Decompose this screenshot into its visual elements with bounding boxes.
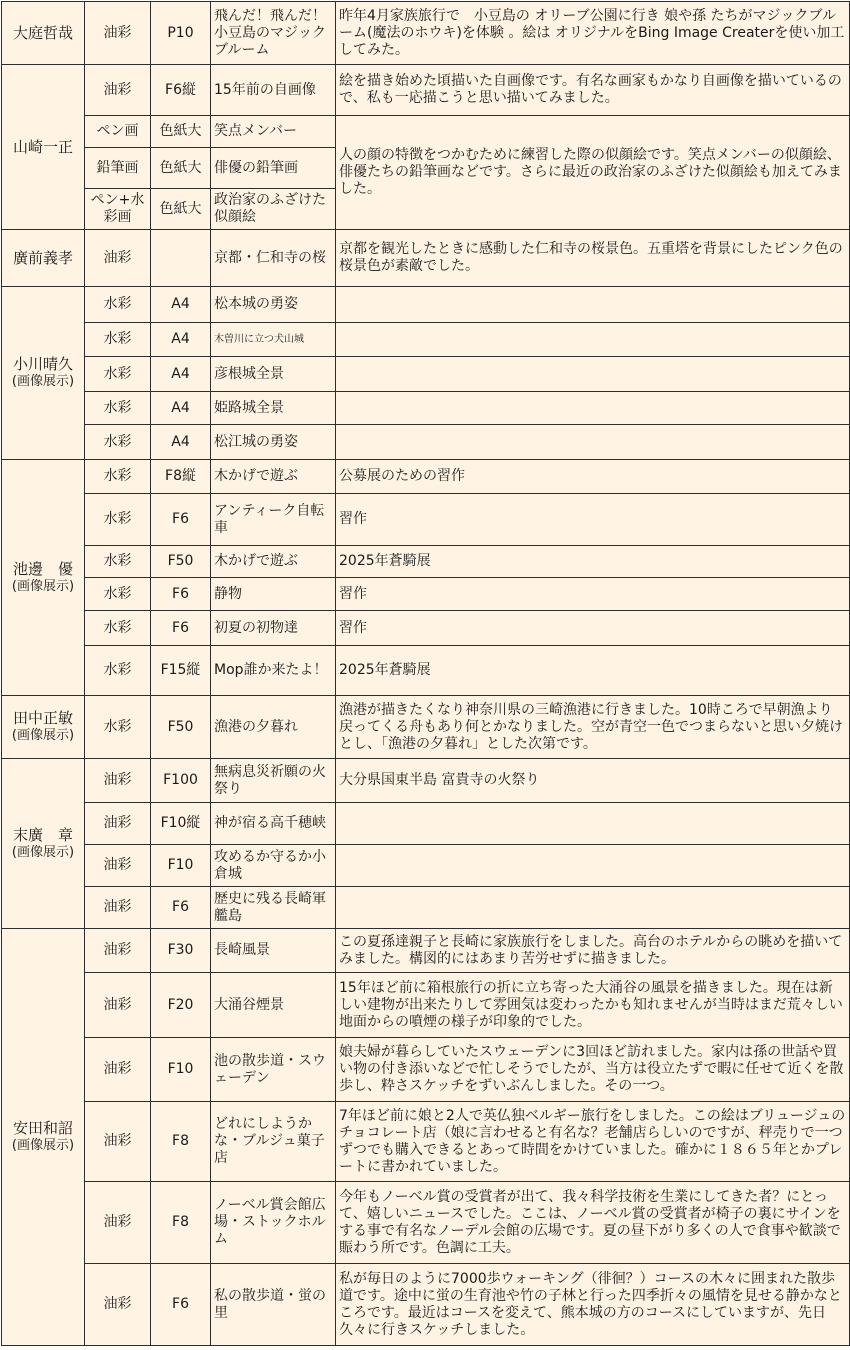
medium-cell: 水彩 xyxy=(85,460,151,494)
size-cell: A4 xyxy=(151,287,211,323)
title-cell: 笑点メンバー xyxy=(211,116,336,148)
description-cell xyxy=(336,425,850,460)
description-cell xyxy=(336,803,850,845)
description-cell: この夏孫達親子と長崎に家族旅行をしました。高台のホテルからの眺めを描いてみました。構図的にはあまり苦労せずに描きました。 xyxy=(336,929,850,973)
table-row xyxy=(2,803,850,845)
medium-cell: 油彩 xyxy=(85,1264,151,1346)
table-row xyxy=(2,696,850,759)
size-cell: F6縦 xyxy=(151,65,211,116)
medium-cell: 油彩 xyxy=(85,759,151,803)
size-cell: F8縦 xyxy=(151,460,211,494)
table-row xyxy=(2,65,850,116)
table-row xyxy=(2,973,850,1038)
size-cell: F50 xyxy=(151,546,211,578)
size-cell: F15縦 xyxy=(151,646,211,696)
description-cell xyxy=(336,887,850,929)
size-cell: 色紙大 xyxy=(151,148,211,189)
size-cell: F8 xyxy=(151,1182,211,1264)
description-cell xyxy=(336,392,850,425)
medium-cell: ペン画 xyxy=(85,116,151,148)
title-cell: 歴史に残る長崎軍艦島 xyxy=(211,887,336,929)
title-cell: 京都・仁和寺の桜 xyxy=(211,230,336,287)
size-cell: F30 xyxy=(151,929,211,973)
description-cell xyxy=(336,323,850,357)
table-row xyxy=(2,845,850,887)
table-row xyxy=(2,2,850,65)
description-cell: 私が毎日のように7000歩ウォーキング（徘徊？）コースの木々に囲まれた散歩道です。途中に蛍の生育池や竹の子林と行った四季折々の風情を見せる静かなところです。最近はコースを変えて、熊本城の方のコースにしていますが、先日久々に行きスケッチしました。 xyxy=(336,1264,850,1346)
title-cell: 俳優の鉛筆画 xyxy=(211,148,336,189)
artist-name: 廣前義孝 xyxy=(12,248,73,267)
table-row xyxy=(2,578,850,611)
medium-cell: 水彩 xyxy=(85,646,151,696)
medium-cell: 油彩 xyxy=(85,1102,151,1182)
title-cell: 飛んだ！飛んだ！小豆島のマジックブルーム xyxy=(211,2,336,65)
title-cell: 松江城の勇姿 xyxy=(211,425,336,460)
medium-cell: 鉛筆画 xyxy=(85,148,151,189)
table-row xyxy=(2,287,850,323)
table-row xyxy=(2,425,850,460)
artist-name: 田中正敏 xyxy=(12,709,73,727)
size-cell: F6 xyxy=(151,1264,211,1346)
size-cell: A4 xyxy=(151,323,211,357)
medium-cell: ペン+水彩画 xyxy=(85,189,151,230)
artist-note: (画像展示) xyxy=(11,728,75,743)
medium-cell: 水彩 xyxy=(85,287,151,323)
title-cell: 姫路城全景 xyxy=(211,392,336,425)
size-cell: 色紙大 xyxy=(151,116,211,148)
table-row xyxy=(2,323,850,357)
medium-cell: 油彩 xyxy=(85,65,151,116)
title-cell: アンティーク自転車 xyxy=(211,494,336,546)
medium-cell: 油彩 xyxy=(85,803,151,845)
description-cell: 今年もノーベル賞の受賞者が出て、我々科学技術を生業にしてきた者？にとって、嬉しいニュースでした。ここは、ノーベル賞の受賞者が椅子の裏にサインをする事で有名なノーデル会館の広場です。夏の昼下がり多くの人で食事や歓談で賑わう所です。色調に工夫。 xyxy=(336,1182,850,1264)
medium-cell: 水彩 xyxy=(85,323,151,357)
medium-cell: 水彩 xyxy=(85,392,151,425)
title-cell: 漁港の夕暮れ xyxy=(211,696,336,759)
title-cell: 政治家のふざけた似顔絵 xyxy=(211,189,336,230)
medium-cell: 水彩 xyxy=(85,357,151,392)
title-cell: 長崎風景 xyxy=(211,929,336,973)
medium-cell: 水彩 xyxy=(85,578,151,611)
table-row xyxy=(2,460,850,494)
title-cell: 大涌谷煙景 xyxy=(211,973,336,1038)
size-cell: A4 xyxy=(151,392,211,425)
title-cell: どれにしようかな・ブルジュ菓子店 xyxy=(211,1102,336,1182)
artist-cell xyxy=(2,460,85,696)
artist-cell xyxy=(2,2,85,65)
size-cell: F6 xyxy=(151,887,211,929)
title-cell: 彦根城全景 xyxy=(211,357,336,392)
size-cell: A4 xyxy=(151,357,211,392)
title-cell: ノーベル賞会館広場・ストックホルム xyxy=(211,1182,336,1264)
medium-cell: 油彩 xyxy=(85,973,151,1038)
title-cell: 神が宿る高千穂峡 xyxy=(211,803,336,845)
medium-cell: 水彩 xyxy=(85,425,151,460)
medium-cell: 水彩 xyxy=(85,611,151,646)
description-cell: 15年ほど前に箱根旅行の折に立ち寄った大涌谷の風景を描きました。現在は新しい建物が出来たりして雰囲気は変わったかも知れませんが当時はまだ荒々しい地面からの噴煙の様子が印象的でした。 xyxy=(336,973,850,1038)
medium-cell: 油彩 xyxy=(85,230,151,287)
table-row xyxy=(2,392,850,425)
size-cell: F20 xyxy=(151,973,211,1038)
table-row xyxy=(2,1038,850,1102)
artist-name: 安田和詔 xyxy=(12,1119,73,1137)
description-cell: 習作 xyxy=(336,494,850,546)
table-row xyxy=(2,1264,850,1346)
description-cell: 漁港が描きたくなり神奈川県の三崎漁港に行きました。10時ころで早朝漁より戻ってくる舟もあり何とかなりました。空が青空一色でつまらないと思い夕焼けとし、「漁港の夕暮れ」とした次第です。 xyxy=(336,696,850,759)
artist-note: (画像展示) xyxy=(11,1138,75,1153)
size-cell: F6 xyxy=(151,611,211,646)
medium-cell: 油彩 xyxy=(85,2,151,65)
artist-cell xyxy=(2,696,85,759)
title-cell: 静物 xyxy=(211,578,336,611)
table-row xyxy=(2,887,850,929)
title-cell: 池の散歩道・スウェーデン xyxy=(211,1038,336,1102)
description-cell: 公募展のための習作 xyxy=(336,460,850,494)
artist-cell xyxy=(2,759,85,929)
description-cell: 大分県国東半島 富貴寺の火祭り xyxy=(336,759,850,803)
size-cell: F10縦 xyxy=(151,803,211,845)
title-cell: 木曽川に立つ犬山城 xyxy=(211,323,336,357)
size-cell: F8 xyxy=(151,1102,211,1182)
title-cell: 初夏の初物達 xyxy=(211,611,336,646)
size-cell: F50 xyxy=(151,696,211,759)
title-cell: 無病息災祈願の火祭り xyxy=(211,759,336,803)
artist-cell xyxy=(2,230,85,287)
size-cell: 色紙大 xyxy=(151,189,211,230)
medium-cell: 水彩 xyxy=(85,696,151,759)
description-cell: 昨年4月家族旅行で 小豆島の オリーブ公園に行き 娘や孫 たちがマジックブルーム(魔法のホウキ)を体験 。絵は オリジナルをBing Image Createrを使い加工してみた。 xyxy=(336,2,850,65)
size-cell: F6 xyxy=(151,494,211,546)
table-row xyxy=(2,546,850,578)
description-cell: 人の顔の特徴をつかむために練習した際の似顔絵です。笑点メンバーの似顔絵、俳優たちの鉛筆画などです。さらに最近の政治家のふざけた似顔絵も加えてみました。 xyxy=(336,116,850,230)
medium-cell: 水彩 xyxy=(85,546,151,578)
description-cell xyxy=(336,845,850,887)
description-cell: 2025年蒼騎展 xyxy=(336,546,850,578)
description-cell: 7年ほど前に娘と2人で英仏独ベルギー旅行をしました。この絵はブリュージュのチョコレート店（娘に言わせると有名な？老舗店らしいのですが、秤売りで一つずつでも購入できるとあって時間をかけていました。確かに１８６５年とかプレートに書かれていました。 xyxy=(336,1102,850,1182)
artist-cell xyxy=(2,287,85,460)
artist-cell xyxy=(2,929,85,1346)
description-cell xyxy=(336,357,850,392)
artist-name: 池邊 優 xyxy=(12,559,73,578)
table-row xyxy=(2,1102,850,1182)
size-cell: F6 xyxy=(151,578,211,611)
size-cell: F100 xyxy=(151,759,211,803)
size-cell: P10 xyxy=(151,2,211,65)
description-cell: 娘夫婦が暮らしていたスウェーデンに3回ほど訪れました。家内は孫の世話や買い物の付き添いなどで忙しそうでしたが、当方は役立たずで暇に任せて近くを散歩し、粋さスケッチをずいぶんしました。その一つ。 xyxy=(336,1038,850,1102)
medium-cell: 油彩 xyxy=(85,929,151,973)
table-row xyxy=(2,116,850,148)
description-cell: 習作 xyxy=(336,611,850,646)
table-row xyxy=(2,494,850,546)
artist-note: (画像展示) xyxy=(11,844,75,860)
table-row xyxy=(2,646,850,696)
title-cell: 木かげで遊ぶ xyxy=(211,546,336,578)
description-cell: 習作 xyxy=(336,578,850,611)
title-cell: Mop誰か来たよ！ xyxy=(211,646,336,696)
description-cell: 2025年蒼騎展 xyxy=(336,646,850,696)
medium-cell: 水彩 xyxy=(85,494,151,546)
artist-note: (画像展示) xyxy=(11,578,75,594)
artist-note: (画像展示) xyxy=(11,374,75,389)
artist-name: 小川晴久 xyxy=(12,355,73,373)
table-row xyxy=(2,357,850,392)
size-cell xyxy=(151,230,211,287)
title-cell: 攻めるか守るか小倉城 xyxy=(211,845,336,887)
artist-cell xyxy=(2,65,85,230)
description-cell xyxy=(336,287,850,323)
table-row xyxy=(2,611,850,646)
size-cell: F10 xyxy=(151,845,211,887)
artworks-table xyxy=(1,1,850,1346)
artist-name: 大庭哲哉 xyxy=(12,23,73,42)
table-row xyxy=(2,759,850,803)
size-cell: F10 xyxy=(151,1038,211,1102)
medium-cell: 油彩 xyxy=(85,1038,151,1102)
artist-name: 末廣 章 xyxy=(12,825,73,844)
table-row xyxy=(2,230,850,287)
artist-name: 山崎一正 xyxy=(12,137,73,156)
medium-cell: 油彩 xyxy=(85,887,151,929)
table-row xyxy=(2,1182,850,1264)
description-cell: 絵を描き始めた頃描いた自画像です。有名な画家もかなり自画像を描いているので、私も一応描こうと思い描いてみました。 xyxy=(336,65,850,116)
medium-cell: 油彩 xyxy=(85,845,151,887)
table-row xyxy=(2,929,850,973)
title-cell: 松本城の勇姿 xyxy=(211,287,336,323)
title-cell: 15年前の自画像 xyxy=(211,65,336,116)
size-cell: A4 xyxy=(151,425,211,460)
title-cell: 私の散歩道・蛍の里 xyxy=(211,1264,336,1346)
title-cell: 木かげで遊ぶ xyxy=(211,460,336,494)
medium-cell: 油彩 xyxy=(85,1182,151,1264)
description-cell: 京都を観光したときに感動した仁和寺の桜景色。五重塔を背景にしたピンク色の桜景色が素敵でした。 xyxy=(336,230,850,287)
